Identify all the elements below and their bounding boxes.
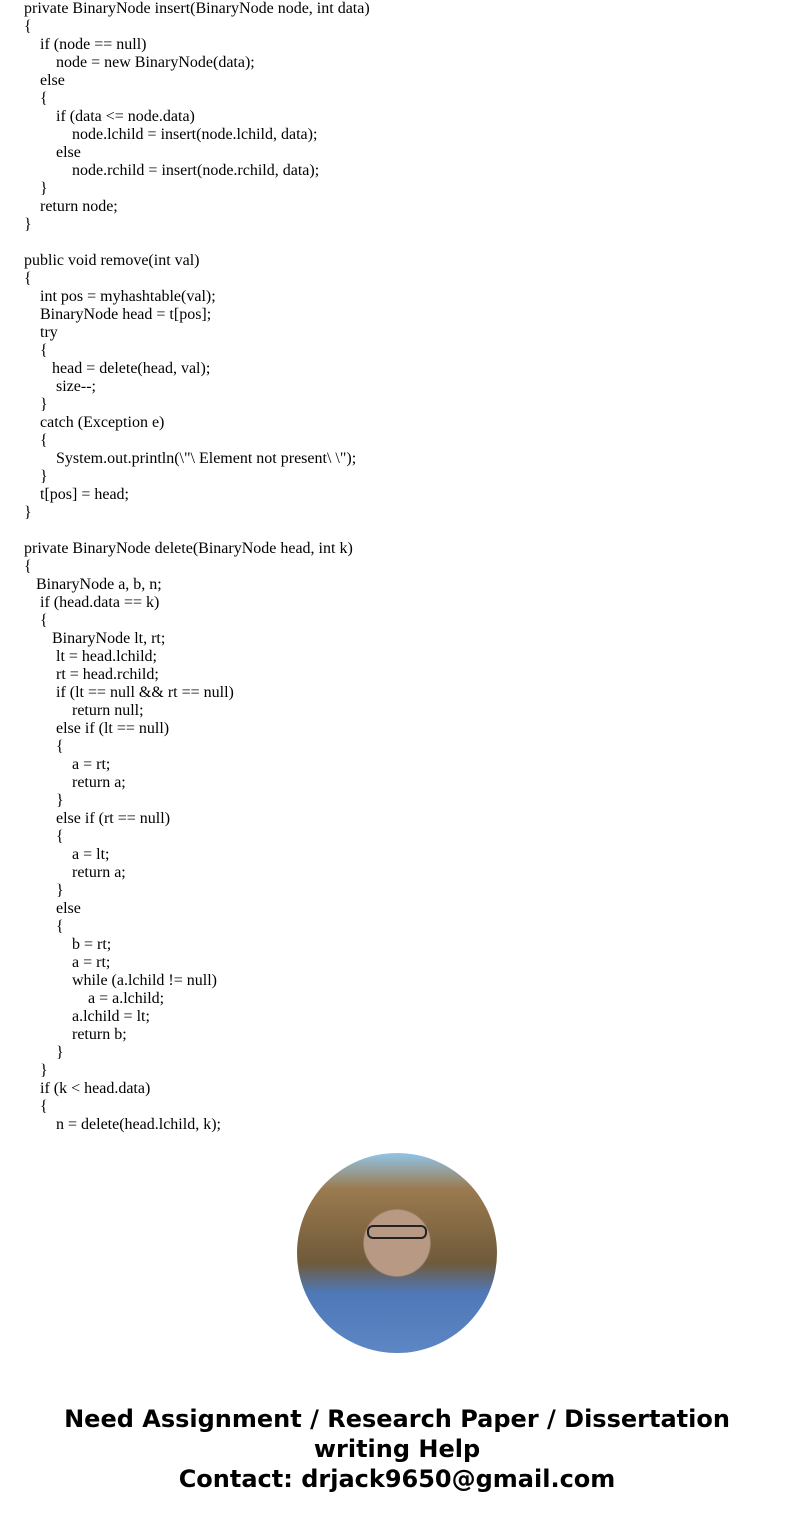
glasses-shape bbox=[367, 1225, 427, 1239]
code-line: a.lchild = lt; bbox=[24, 1008, 150, 1025]
code-line: return node; bbox=[24, 198, 118, 215]
code-line: } bbox=[24, 468, 48, 485]
code-line: if (data <= node.data) bbox=[24, 108, 195, 125]
code-line: { bbox=[24, 828, 64, 845]
code-line bbox=[24, 234, 784, 252]
code-line: rt = head.rchild; bbox=[24, 666, 159, 683]
code-line: lt = head.lchild; bbox=[24, 648, 157, 665]
code-line: a = rt; bbox=[24, 954, 111, 971]
code-line: return a; bbox=[24, 774, 126, 791]
code-line: if (lt == null && rt == null) bbox=[24, 684, 234, 701]
code-line: { bbox=[24, 18, 32, 35]
code-line: private BinaryNode delete(BinaryNode head, int k) bbox=[24, 540, 353, 557]
code-line: else bbox=[24, 72, 65, 89]
banner-line-2: writing Help bbox=[313, 1435, 481, 1463]
code-line: a = lt; bbox=[24, 846, 110, 863]
code-line: a = rt; bbox=[24, 756, 111, 773]
code-line: BinaryNode a, b, n; bbox=[24, 576, 162, 593]
code-line: return a; bbox=[24, 864, 126, 881]
code-line: else if (lt == null) bbox=[24, 720, 170, 737]
code-line bbox=[24, 522, 784, 540]
code-line: { bbox=[24, 90, 48, 107]
code-line: { bbox=[24, 342, 48, 359]
code-line: private BinaryNode insert(BinaryNode node, int data) bbox=[24, 0, 370, 17]
code-line: else bbox=[24, 144, 81, 161]
code-line: { bbox=[24, 918, 64, 935]
code-line: try bbox=[24, 324, 58, 341]
code-line: if (node == null) bbox=[24, 36, 147, 53]
code-line: else if (rt == null) bbox=[24, 810, 171, 827]
banner-line-1: Need Assignment / Research Paper / Dissertation bbox=[64, 1405, 730, 1433]
code-line: } bbox=[24, 216, 32, 233]
code-line: } bbox=[24, 1062, 48, 1079]
code-line: a = a.lchild; bbox=[24, 990, 165, 1007]
code-line: head = delete(head, val); bbox=[24, 360, 211, 377]
code-line: return b; bbox=[24, 1026, 127, 1043]
code-line: } bbox=[24, 792, 64, 809]
code-line: public void remove(int val) bbox=[24, 252, 200, 269]
code-line: BinaryNode head = t[pos]; bbox=[24, 306, 212, 323]
code-line: node.rchild = insert(node.rchild, data); bbox=[24, 162, 320, 179]
code-line: node = new BinaryNode(data); bbox=[24, 54, 255, 71]
code-line: catch (Exception e) bbox=[24, 414, 165, 431]
code-line: { bbox=[24, 432, 48, 449]
code-line: size--; bbox=[24, 378, 96, 395]
code-line: if (k < head.data) bbox=[24, 1080, 151, 1097]
code-line: b = rt; bbox=[24, 936, 112, 953]
code-line: n = delete(head.lchild, k); bbox=[24, 1116, 221, 1133]
banner-contact: Contact: drjack9650@gmail.com bbox=[178, 1465, 616, 1493]
code-line: { bbox=[24, 270, 32, 287]
contact-banner bbox=[0, 1404, 794, 1494]
code-line: t[pos] = head; bbox=[24, 486, 129, 503]
code-line: int pos = myhashtable(val); bbox=[24, 288, 216, 305]
code-line: else bbox=[24, 900, 81, 917]
code-line: { bbox=[24, 738, 64, 755]
code-line: if (head.data == k) bbox=[24, 594, 160, 611]
code-line: { bbox=[24, 558, 32, 575]
author-photo bbox=[297, 1153, 497, 1353]
code-line: } bbox=[24, 396, 48, 413]
code-line: { bbox=[24, 612, 48, 629]
code-line: BinaryNode lt, rt; bbox=[24, 630, 166, 647]
code-line: } bbox=[24, 504, 32, 521]
code-line: while (a.lchild != null) bbox=[24, 972, 217, 989]
code-line: node.lchild = insert(node.lchild, data); bbox=[24, 126, 318, 143]
code-line: } bbox=[24, 882, 64, 899]
code-line: return null; bbox=[24, 702, 144, 719]
code-line: } bbox=[24, 1044, 64, 1061]
code-line: } bbox=[24, 180, 48, 197]
code-line: System.out.println(\"\ Element not present\ \"); bbox=[24, 450, 357, 467]
code-block bbox=[24, 0, 784, 1133]
code-line: { bbox=[24, 1098, 48, 1115]
